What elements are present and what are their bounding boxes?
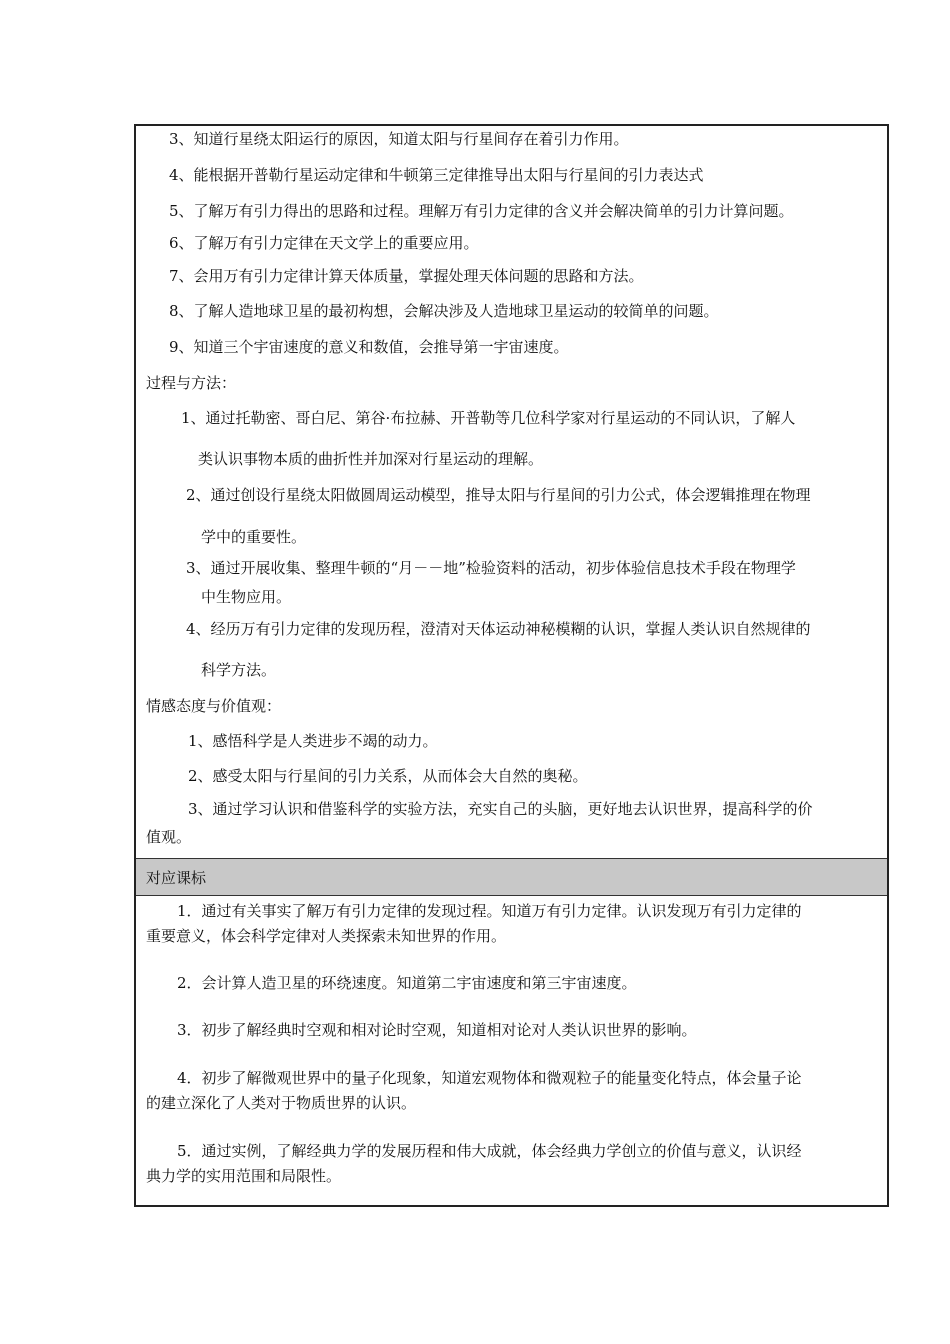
standards-heading: 对应课标 — [146, 869, 207, 887]
knowledge-item: 3、知道行星绕太阳运行的原因，知道太阳与行星间存在着引力作用。 — [169, 130, 629, 148]
standard-item: 4．初步了解微观世界中的量子化现象，知道宏观物体和微观粒子的能量变化特点，体会量子论 — [177, 1069, 802, 1087]
knowledge-item: 7、会用万有引力定律计算天体质量，掌握处理天体问题的思路和方法。 — [169, 267, 644, 285]
standards-header — [136, 858, 887, 896]
emotion-item: 2、感受太阳与行星间的引力关系，从而体会大自然的奥秘。 — [188, 767, 588, 785]
knowledge-item: 8、了解人造地球卫星的最初构想，会解决涉及人造地球卫星运动的较简单的问题。 — [169, 302, 719, 320]
process-item: 4、经历万有引力定律的发现历程，澄清对天体运动神秘模糊的认识，掌握人类认识自然规律的 — [186, 620, 811, 638]
process-item-cont: 中生物应用。 — [201, 588, 292, 606]
standard-item-cont: 典力学的实用范围和局限性。 — [146, 1167, 342, 1185]
emotion-heading: 情感态度与价值观： — [146, 697, 282, 715]
process-heading: 过程与方法： — [146, 374, 237, 392]
standard-item-cont: 的建立深化了人类对于物质世界的认识。 — [146, 1094, 417, 1112]
standard-item: 1．通过有关事实了解万有引力定律的发现过程。知道万有引力定律。认识发现万有引力定律的 — [177, 902, 802, 920]
emotion-item: 3、通过学习认识和借鉴科学的实验方法，充实自己的头脑，更好地去认识世界，提高科学的价 — [188, 800, 813, 818]
emotion-item: 1、感悟科学是人类进步不竭的动力。 — [188, 732, 438, 750]
standard-item-cont: 重要意义，体会科学定律对人类探索未知世界的作用。 — [146, 927, 507, 945]
process-item: 2、通过创设行星绕太阳做圆周运动模型，推导太阳与行星间的引力公式，体会逻辑推理在物理 — [186, 486, 811, 504]
knowledge-item: 9、知道三个宇宙速度的意义和数值，会推导第一宇宙速度。 — [169, 338, 569, 356]
standards-cell — [136, 896, 887, 1205]
process-item: 1、通过托勒密、哥白尼、第谷·布拉赫、开普勒等几位科学家对行星运动的不同认识，了解人 — [181, 409, 796, 427]
process-item-cont: 类认识事物本质的曲折性并加深对行星运动的理解。 — [198, 450, 544, 468]
standard-item: 3．初步了解经典时空观和相对论时空观，知道相对论对人类认识世界的影响。 — [177, 1021, 697, 1039]
standard-item: 5．通过实例，了解经典力学的发展历程和伟大成就，体会经典力学创立的价值与意义，认识经 — [177, 1142, 802, 1160]
process-item-cont: 科学方法。 — [201, 661, 277, 679]
standard-item: 2．会计算人造卫星的环绕速度。知道第二宇宙速度和第三宇宙速度。 — [177, 974, 637, 992]
process-item: 3、通过开展收集、整理牛顿的“月－－地”检验资料的活动，初步体验信息技术手段在物理学 — [186, 559, 796, 577]
objectives-cell — [136, 126, 887, 858]
emotion-item-cont: 值观。 — [146, 828, 192, 846]
lesson-table — [134, 124, 889, 1207]
knowledge-item: 6、了解万有引力定律在天文学上的重要应用。 — [169, 234, 479, 252]
knowledge-item: 5、了解万有引力得出的思路和过程。理解万有引力定律的含义并会解决简单的引力计算问题。 — [169, 202, 794, 220]
process-item-cont: 学中的重要性。 — [201, 528, 307, 546]
knowledge-item: 4、能根据开普勒行星运动定律和牛顿第三定律推导出太阳与行星间的引力表达式 — [169, 166, 704, 184]
